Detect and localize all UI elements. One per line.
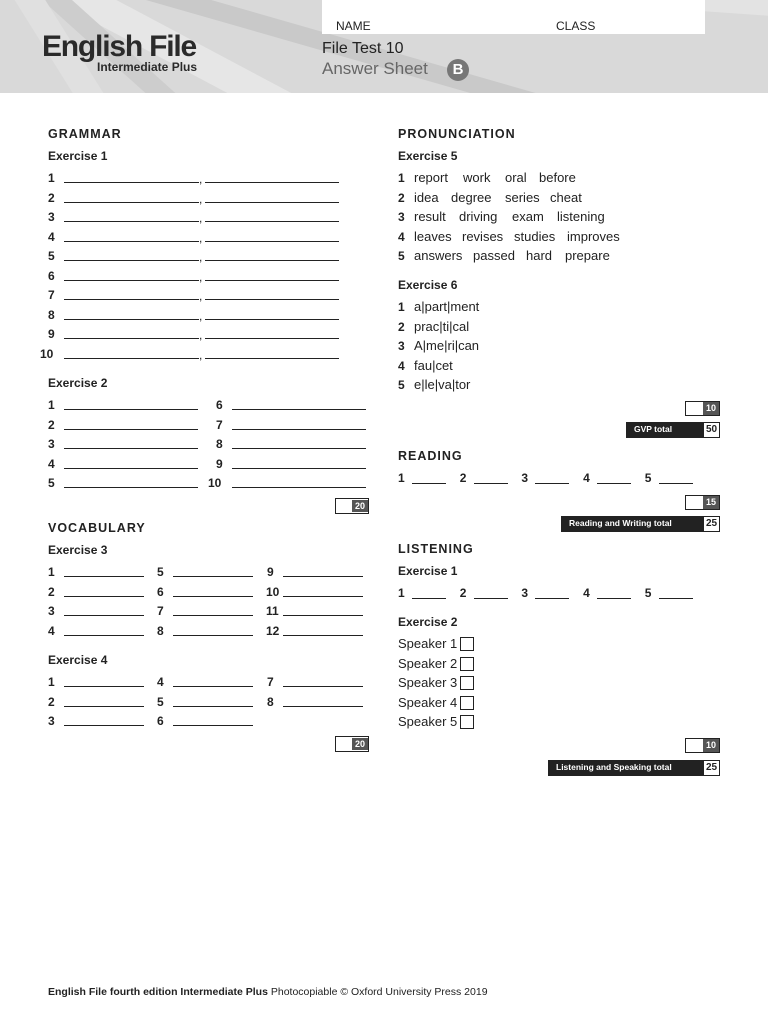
ex1-item-number: 6 <box>48 268 55 283</box>
ex5-word-option[interactable]: passed <box>473 248 515 263</box>
ex2-answer-line[interactable] <box>64 468 198 469</box>
ex1-item-number: 1 <box>48 171 55 185</box>
speaker-label: Speaker 5 <box>398 714 458 729</box>
ex1-comma: , <box>199 211 203 225</box>
ex1-answer-line-b[interactable] <box>205 299 339 300</box>
reading-score-max: 15 <box>703 496 719 509</box>
ex1-comma: , <box>199 328 203 342</box>
ex2-answer-line[interactable] <box>232 487 366 488</box>
ex1-answer-line-a[interactable] <box>64 280 199 281</box>
class-label: CLASS <box>556 19 596 33</box>
ex1-answer-line-b[interactable] <box>205 260 339 261</box>
ex3-item-number: 2 <box>48 584 55 599</box>
speaker-label: Speaker 4 <box>398 694 458 710</box>
pron-ex5-title: Exercise 5 <box>398 149 458 163</box>
ex4-answer-line[interactable] <box>283 706 363 707</box>
name-class-box <box>322 0 705 34</box>
rw-total-label: Reading and Writing total <box>561 516 720 532</box>
grammar-ex1-title: Exercise 1 <box>48 149 108 163</box>
listening-ex1-answer-line[interactable] <box>535 598 569 599</box>
ex4-answer-line[interactable] <box>283 686 363 687</box>
ex3-item-number: 9 <box>267 565 274 579</box>
speaker-label: Speaker 3 <box>398 675 458 690</box>
ex5-word-option[interactable]: prepare <box>565 248 610 263</box>
ex1-comma: , <box>199 250 203 264</box>
ex5-item-number: 5 <box>398 249 405 263</box>
listening-ex1-answer-line[interactable] <box>412 598 446 599</box>
reading-answer-line[interactable] <box>659 483 693 484</box>
ex4-item-number: 2 <box>48 694 55 709</box>
ex3-item-number: 6 <box>157 584 164 599</box>
ex5-word-option[interactable]: leaves <box>414 228 452 244</box>
ex6-item-number: 3 <box>398 339 405 353</box>
ex1-item-number: 3 <box>48 210 55 224</box>
ex3-answer-line[interactable] <box>173 615 253 616</box>
ex1-answer-line-b[interactable] <box>205 221 339 222</box>
listening-ex1-item-number: 3 <box>521 586 529 600</box>
ex4-item-number: 3 <box>48 714 55 728</box>
pron-ex6-title: Exercise 6 <box>398 278 458 292</box>
ex3-answer-line[interactable] <box>283 615 363 616</box>
ex1-answer-line-a[interactable] <box>64 241 199 242</box>
ex1-answer-line-b[interactable] <box>205 202 339 203</box>
ex6-item-number: 2 <box>398 319 405 334</box>
listening-ex1-title: Exercise 1 <box>398 564 458 578</box>
gvp-total-value: 50 <box>703 422 720 438</box>
vocab-ex3-title: Exercise 3 <box>48 543 108 557</box>
ex1-answer-line-b[interactable] <box>205 358 339 359</box>
ex3-item-number: 7 <box>157 604 164 618</box>
grammar-title: GRAMMAR <box>48 127 122 141</box>
ex2-item-number: 8 <box>216 437 223 451</box>
ex5-word-option[interactable]: before <box>539 170 576 185</box>
ex3-answer-line[interactable] <box>173 596 253 597</box>
rw-total-value: 25 <box>703 516 720 532</box>
ex4-answer-line[interactable] <box>64 706 144 707</box>
ex2-item-number: 10 <box>208 476 222 490</box>
pronunciation-title: PRONUNCIATION <box>398 127 516 141</box>
ex5-word-option[interactable]: idea <box>414 189 439 205</box>
ex4-item-number: 1 <box>48 675 55 689</box>
ex5-item-number: 3 <box>398 210 405 224</box>
ex6-word[interactable]: fau|cet <box>414 357 453 373</box>
ex5-word-option[interactable]: listening <box>557 209 605 224</box>
ex1-answer-line-a[interactable] <box>64 338 199 339</box>
footer-bold: English File fourth edition Intermediate Plus <box>48 986 268 998</box>
ex1-item-number: 5 <box>48 249 55 263</box>
ex4-answer-line[interactable] <box>173 686 253 687</box>
ex2-item-number: 7 <box>216 417 223 432</box>
ex1-comma: , <box>199 191 203 206</box>
listening-ex1-answer-line[interactable] <box>474 598 508 599</box>
reading-item-number: 4 <box>583 471 590 485</box>
reading-answer-line[interactable] <box>412 483 446 484</box>
listening-ex1-item-number: 5 <box>644 586 652 600</box>
ex1-item-number: 10 <box>40 346 54 361</box>
ex5-word-option[interactable]: answers <box>414 248 463 263</box>
listening-ex1-answer-line[interactable] <box>659 598 693 599</box>
ex1-answer-line-a[interactable] <box>64 202 199 203</box>
ex1-answer-line-a[interactable] <box>64 319 199 320</box>
reading-title: READING <box>398 449 463 463</box>
ex2-item-number: 5 <box>48 476 55 490</box>
ex1-item-number: 8 <box>48 307 55 322</box>
ex1-item-number: 7 <box>48 288 55 302</box>
ex3-answer-line[interactable] <box>283 596 363 597</box>
name-label: NAME <box>336 19 371 33</box>
ex6-item-number: 1 <box>398 300 405 314</box>
reading-answer-line[interactable] <box>597 483 631 484</box>
ex1-answer-line-b[interactable] <box>205 319 339 320</box>
ex2-item-number: 9 <box>216 456 223 471</box>
reading-item-number: 3 <box>521 471 529 485</box>
ex2-answer-line[interactable] <box>64 429 198 430</box>
listening-ex1-item-number: 4 <box>583 586 590 600</box>
ex1-answer-line-b[interactable] <box>205 280 339 281</box>
ex4-answer-line[interactable] <box>173 725 253 726</box>
ex2-item-number: 1 <box>48 398 55 412</box>
gvp-total-label: GVP total <box>626 422 720 438</box>
ex2-answer-line[interactable] <box>64 448 198 449</box>
ex5-word-option[interactable]: oral <box>505 170 527 185</box>
ex5-item-number: 2 <box>398 190 405 205</box>
ex3-item-number: 4 <box>48 623 55 638</box>
listening-title: LISTENING <box>398 542 474 556</box>
ex1-comma: , <box>199 308 203 323</box>
ex1-answer-line-a[interactable] <box>64 182 199 183</box>
ex3-answer-line[interactable] <box>64 576 144 577</box>
reading-item-number: 1 <box>398 471 405 485</box>
ex2-item-number: 6 <box>216 398 223 412</box>
ex2-answer-line[interactable] <box>232 468 366 469</box>
ls-total-label: Listening and Speaking total <box>548 760 720 776</box>
ex3-answer-line[interactable] <box>64 635 144 636</box>
listening-ex1-item-number: 1 <box>398 586 405 600</box>
reading-item-number: 2 <box>459 471 467 485</box>
ex5-word-option[interactable]: series <box>505 189 540 205</box>
ex1-comma: , <box>199 269 203 284</box>
ex4-answer-line[interactable] <box>64 725 144 726</box>
vocabulary-title: VOCABULARY <box>48 521 146 535</box>
vocab-ex4-title: Exercise 4 <box>48 653 108 667</box>
ex1-answer-line-a[interactable] <box>64 260 199 261</box>
ex1-answer-line-a[interactable] <box>64 299 199 300</box>
speaker-checkbox[interactable] <box>460 676 474 690</box>
ex4-answer-line[interactable] <box>64 686 144 687</box>
speaker-label: Speaker 1 <box>398 636 458 651</box>
ex1-answer-line-b[interactable] <box>205 182 339 183</box>
ex6-word[interactable]: a|part|ment <box>414 299 480 314</box>
reading-answer-line[interactable] <box>474 483 508 484</box>
ex5-word-option[interactable]: exam <box>512 209 544 224</box>
file-test-title: File Test 10 <box>322 40 404 57</box>
ex3-item-number: 3 <box>48 604 55 618</box>
ex1-answer-line-b[interactable] <box>205 338 339 339</box>
ex1-comma: , <box>199 230 203 245</box>
ex5-word-option[interactable]: improves <box>567 228 620 244</box>
ex2-answer-line[interactable] <box>232 409 366 410</box>
ex3-item-number: 1 <box>48 565 55 579</box>
ex6-word[interactable]: A|me|ri|can <box>414 338 480 353</box>
vocab-score-max: 20 <box>352 738 368 750</box>
ex4-item-number: 5 <box>157 694 164 709</box>
ex2-answer-line[interactable] <box>64 409 198 410</box>
ls-total-value: 25 <box>703 760 720 776</box>
ex1-answer-line-a[interactable] <box>64 221 199 222</box>
listening-ex1-item-number: 2 <box>459 586 467 600</box>
ex6-word[interactable]: e|le|va|tor <box>414 377 471 392</box>
ex5-word-option[interactable]: revises <box>462 228 504 244</box>
ex6-word[interactable]: prac|ti|cal <box>414 318 470 334</box>
ex6-item-number: 5 <box>398 378 405 392</box>
variant-badge: B <box>447 59 469 81</box>
ex1-comma: , <box>199 172 203 186</box>
ex3-item-number: 11 <box>266 604 279 618</box>
logo-subtitle: Intermediate Plus <box>97 60 198 74</box>
reading-item-number: 5 <box>644 471 652 485</box>
ex5-word-option[interactable]: driving <box>459 209 498 224</box>
footer <box>48 986 488 998</box>
listening-score-max: 10 <box>703 739 719 752</box>
ex4-item-number: 4 <box>157 675 164 689</box>
listening-ex1-answer-line[interactable] <box>597 598 631 599</box>
ex5-item-number: 1 <box>398 171 405 185</box>
ex4-answer-line[interactable] <box>173 706 253 707</box>
ex5-word-option[interactable]: degree <box>451 189 492 205</box>
ex4-item-number: 8 <box>267 694 274 709</box>
ex1-comma: , <box>199 347 203 362</box>
pron-score-max: 10 <box>703 402 719 415</box>
ex1-comma: , <box>199 289 203 303</box>
ex2-item-number: 2 <box>48 417 55 432</box>
ex2-item-number: 4 <box>48 456 55 471</box>
listening-ex2-title: Exercise 2 <box>398 615 458 629</box>
ex1-item-number: 9 <box>48 327 55 341</box>
speaker-label: Speaker 2 <box>398 655 458 671</box>
ex2-answer-line[interactable] <box>232 448 366 449</box>
ex3-item-number: 5 <box>157 565 164 579</box>
logo-title: English File <box>42 30 196 63</box>
ex3-item-number: 8 <box>157 623 164 638</box>
ex2-answer-line[interactable] <box>232 429 366 430</box>
answer-sheet-title: Answer Sheet <box>322 59 428 78</box>
ex5-word-option[interactable]: work <box>463 170 491 185</box>
ex5-item-number: 4 <box>398 229 405 244</box>
ex5-word-option[interactable]: result <box>414 209 446 224</box>
ex1-answer-line-a[interactable] <box>64 358 199 359</box>
ex5-word-option[interactable]: studies <box>514 228 556 244</box>
ex1-answer-line-b[interactable] <box>205 241 339 242</box>
ex3-answer-line[interactable] <box>64 615 144 616</box>
ex4-item-number: 6 <box>157 714 164 728</box>
ex3-answer-line[interactable] <box>64 596 144 597</box>
speaker-checkbox[interactable] <box>460 696 474 710</box>
ex6-item-number: 4 <box>398 358 405 373</box>
ex3-answer-line[interactable] <box>283 576 363 577</box>
speaker-checkbox[interactable] <box>460 637 474 651</box>
ex1-item-number: 2 <box>48 190 55 205</box>
ex2-answer-line[interactable] <box>64 487 198 488</box>
grammar-ex2-title: Exercise 2 <box>48 376 108 390</box>
footer-rest: Photocopiable © Oxford University Press 2019 <box>267 986 488 998</box>
ex1-item-number: 4 <box>48 229 55 244</box>
ex3-answer-line[interactable] <box>173 576 253 577</box>
ex5-word-option[interactable]: hard <box>526 248 553 263</box>
ex3-answer-line[interactable] <box>173 635 253 636</box>
ex5-word-option[interactable]: report <box>414 170 448 185</box>
speaker-checkbox[interactable] <box>460 715 474 729</box>
speaker-checkbox[interactable] <box>460 657 474 671</box>
grammar-score-max: 20 <box>352 500 368 512</box>
ex5-word-option[interactable]: cheat <box>550 189 582 205</box>
ex2-item-number: 3 <box>48 437 55 451</box>
ex3-item-number: 10 <box>266 584 280 599</box>
ex4-item-number: 7 <box>267 675 274 689</box>
reading-answer-line[interactable] <box>535 483 569 484</box>
ex3-answer-line[interactable] <box>283 635 363 636</box>
ex3-item-number: 12 <box>266 623 280 638</box>
